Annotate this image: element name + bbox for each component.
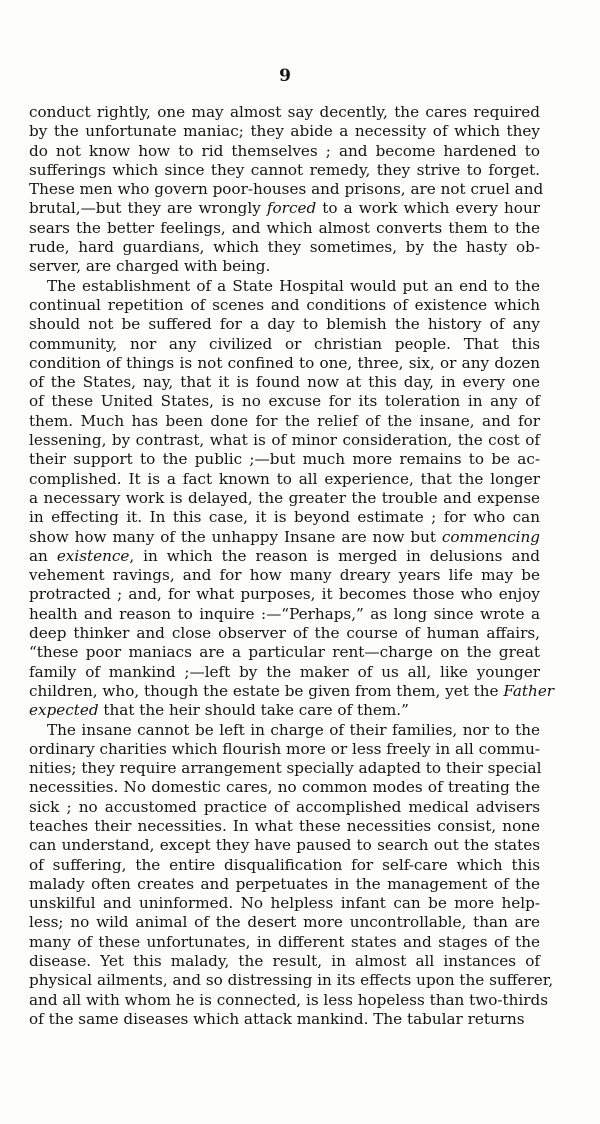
text-segment: rude, hard guardians, which they sometimes, by the hasty ob- <box>29 238 540 257</box>
text-segment: of the same diseases which attack mankind. The tabular returns <box>29 1009 525 1028</box>
text-line <box>29 681 555 701</box>
text-segment: to a work which every hour <box>316 199 540 218</box>
text-segment: complished. It is a fact known to all experience, that the longer <box>29 469 540 488</box>
text-segment: unskilful and uninformed. No helpless infant can be more help- <box>29 894 540 913</box>
text-line <box>29 199 540 218</box>
paragraph <box>29 103 544 277</box>
text-line <box>29 759 540 778</box>
text-segment: lessening, by contrast, what is of minor consideration, the cost of <box>29 431 540 450</box>
text-segment: The insane cannot be left in charge of their families, nor to the <box>47 720 540 739</box>
italic-text: expected <box>29 701 99 720</box>
text-segment: continual repetition of scenes and conditions of existence which <box>29 295 540 314</box>
body-text <box>29 103 555 1029</box>
text-line <box>29 856 540 875</box>
text-segment: in effecting it. In this case, it is beyond estimate ; for who can <box>29 508 540 527</box>
text-line <box>29 257 540 276</box>
text-segment: “these poor maniacs are a particular rent—charge on the great <box>29 643 540 662</box>
italic-text: existence <box>56 546 130 565</box>
text-line <box>29 315 540 334</box>
text-segment: vehement ravings, and for how many dreary years life may be <box>29 566 540 585</box>
text-segment: community, nor any civilized or christian people. That this <box>29 334 540 353</box>
text-segment: malady often creates and perpetuates in the management of the <box>29 874 540 893</box>
text-line <box>29 180 544 199</box>
text-segment: do not know how to rid themselves ; and become hardened to <box>29 141 540 160</box>
text-line <box>29 296 540 315</box>
italic-text: commencing <box>441 527 540 546</box>
text-segment: teaches their necessities. In what these necessities consist, none <box>29 816 540 835</box>
text-line <box>29 663 540 682</box>
text-segment: sears the better feelings, and which almost converts them to the <box>29 218 540 237</box>
text-segment: their support to the public ;—but much more remains to be ac- <box>29 450 540 469</box>
text-line <box>29 952 540 971</box>
text-segment: should not be suffered for a day to blemish the history of any <box>29 315 540 334</box>
text-line <box>29 566 540 585</box>
text-line <box>29 470 540 489</box>
text-line <box>29 798 540 817</box>
paragraph <box>29 276 555 721</box>
text-line <box>29 1010 540 1029</box>
text-line <box>29 238 540 257</box>
text-line <box>29 817 540 836</box>
text-line <box>29 836 540 855</box>
text-line <box>29 277 540 296</box>
text-line <box>29 721 540 740</box>
text-line <box>29 528 540 547</box>
text-line <box>29 142 540 161</box>
text-segment: of the States, nay, that it is found now at this day, in every one <box>29 373 540 392</box>
text-segment: brutal,—but they are wrongly <box>29 199 267 218</box>
text-line <box>29 547 540 566</box>
italic-text: forced <box>266 199 317 218</box>
text-segment: health and reason to inquire :—“Perhaps,” as long since wrote a <box>29 604 540 623</box>
text-segment: show how many of the unhappy Insane are now but <box>29 527 442 546</box>
text-line <box>29 990 549 1010</box>
text-segment: sufferings which since they cannot remedy, they strive to forget. <box>29 160 540 179</box>
text-line <box>29 778 540 797</box>
text-line <box>29 701 540 720</box>
text-segment: condition of things is not confined to one, three, six, or any dozen <box>29 353 540 372</box>
text-segment: These men who govern poor-houses and prisons, are not cruel and <box>29 180 544 199</box>
text-line <box>29 894 540 913</box>
text-line <box>29 161 540 180</box>
italic-text: Father <box>503 681 555 700</box>
text-segment: that the heir should take care of them.” <box>98 701 409 720</box>
text-segment: conduct rightly, one may almost say decently, the cares required <box>29 103 540 121</box>
text-segment: nities; they require arrangement specially adapted to their special <box>29 759 542 778</box>
text-line <box>29 971 554 990</box>
paragraph <box>29 720 554 1030</box>
text-line <box>29 643 540 662</box>
text-segment: can understand, except they have paused to search out the states <box>29 836 540 855</box>
text-segment: ordinary charities which flourish more or less freely in all commu- <box>29 739 540 758</box>
text-segment: of these United States, is no excuse for its toleration in any of <box>29 392 540 411</box>
text-segment: less; no wild animal of the desert more uncontrollable, than are <box>29 913 540 932</box>
text-line <box>29 392 540 411</box>
text-segment: necessities. No domestic cares, no common modes of treating the <box>29 778 540 797</box>
text-line <box>29 489 540 508</box>
text-line <box>29 412 540 431</box>
text-segment: many of these unfortunates, in different states and stages of the <box>29 932 540 951</box>
text-line <box>29 913 540 932</box>
text-segment: physical ailments, and so distressing in its effects upon the sufferer, <box>29 971 554 990</box>
text-line <box>29 354 540 373</box>
text-segment: , in which the reason is merged in delusions and <box>129 546 540 565</box>
text-segment: protracted ; and, for what purposes, it becomes those who enjoy <box>29 585 540 604</box>
text-segment: an <box>29 546 57 565</box>
text-line <box>29 103 540 122</box>
text-segment: them. Much has been done for the relief of the insane, and for <box>29 411 540 430</box>
text-line <box>29 219 540 238</box>
text-segment: server, are charged with being. <box>29 257 271 276</box>
text-line <box>29 335 540 354</box>
text-segment: family of mankind ;—left by the maker of us all, like younger <box>29 662 540 681</box>
text-line <box>29 431 540 450</box>
text-segment: children, who, though the estate be given from them, yet the <box>29 681 504 700</box>
text-line <box>29 508 540 527</box>
text-segment: and all with whom he is connected, is less hopeless than two-thirds <box>29 990 549 1009</box>
text-segment: by the unfortunate maniac; they abide a necessity of which they <box>29 122 540 141</box>
text-line <box>29 624 540 643</box>
text-line <box>29 585 540 604</box>
page-number: 9 <box>279 66 291 86</box>
text-line <box>29 933 540 952</box>
text-segment: sick ; no accustomed practice of accomplished medical advisers <box>29 797 540 816</box>
text-line <box>29 875 540 894</box>
text-segment: The establishment of a State Hospital would put an end to the <box>47 276 540 295</box>
text-line <box>29 740 540 759</box>
text-segment: deep thinker and close observer of the course of human affairs, <box>29 624 540 643</box>
text-line <box>29 605 540 624</box>
text-line <box>29 450 540 469</box>
text-line <box>29 373 540 392</box>
text-segment: a necessary work is delayed, the greater the trouble and expense <box>29 488 540 507</box>
text-line <box>29 122 540 141</box>
text-segment: disease. Yet this malady, the result, in almost all instances of <box>29 952 540 971</box>
text-segment: of suffering, the entire disqualification for self-care which this <box>29 855 540 874</box>
